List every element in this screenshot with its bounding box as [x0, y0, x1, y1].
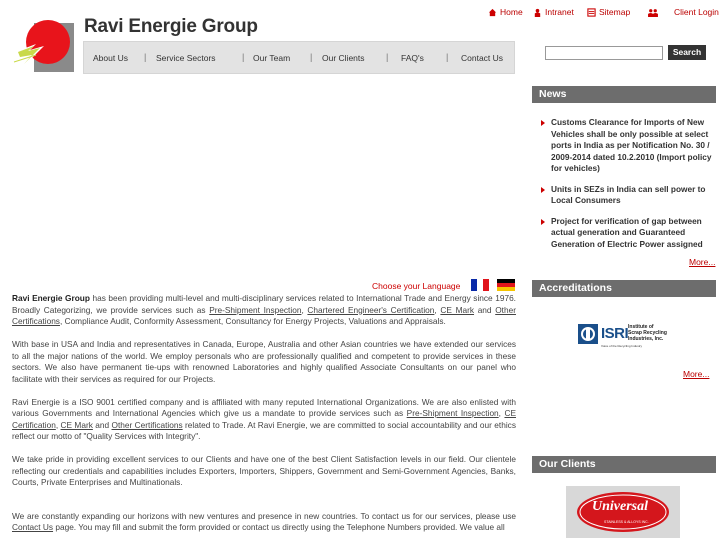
- ce-mark-link[interactable]: CE Mark: [60, 419, 93, 430]
- text-segment: related to Trade. At Ravi Energie, we are committed to social accountability and our ethics reflect our motto of "Quality Services with Integrity".: [12, 419, 516, 441]
- sitemap-link[interactable]: [587, 7, 630, 17]
- news-scroller[interactable]: [540, 117, 716, 258]
- contact-us-link[interactable]: Contact Us: [12, 522, 54, 532]
- isri-logo-text: ISRI: [601, 325, 629, 342]
- nav-our-team[interactable]: Our Team: [253, 53, 291, 63]
- sitemap-icon: [587, 8, 596, 17]
- nav-separator: |: [446, 52, 449, 62]
- isri-name: [628, 324, 667, 342]
- text-segment: ,: [434, 304, 441, 315]
- isri-name-line: Industries, Inc.: [628, 336, 664, 342]
- sitemap-link-label: Sitemap: [599, 7, 631, 17]
- search-button[interactable]: Search: [668, 45, 706, 60]
- pre-shipment-inspection-link[interactable]: Pre-Shipment Inspection: [406, 408, 499, 418]
- users-icon: [647, 8, 659, 17]
- pre-shipment-inspection-link[interactable]: Pre-Shipment Inspection: [209, 304, 302, 315]
- universal-logo-subtext: STAINLESS & ALLOYS INC.: [604, 520, 649, 524]
- text-segment: and: [92, 419, 112, 430]
- home-link[interactable]: [488, 7, 523, 17]
- isri-name-line: Institute of: [628, 324, 654, 330]
- client-logo-universal[interactable]: [566, 486, 680, 538]
- text-segment: page. You may fill and submit the form provided or contact us directly using the Telephone Numbers provided. We value all: [53, 522, 505, 532]
- news-list: [540, 117, 712, 258]
- isri-logo[interactable]: [576, 321, 680, 353]
- accreditations-more-link[interactable]: More...: [683, 369, 710, 379]
- intro-paragraph: [12, 293, 516, 328]
- language-label: Choose your Language: [372, 281, 461, 291]
- nav-separator: |: [144, 52, 147, 62]
- expansion-paragraph: [12, 511, 516, 534]
- nav-separator: |: [242, 52, 245, 62]
- company-name: Ravi Energie Group: [84, 16, 258, 37]
- french-flag-icon[interactable]: [471, 279, 489, 291]
- accreditations-heading: Accreditations: [532, 280, 716, 297]
- other-certifications-link[interactable]: Other Certifications: [12, 304, 516, 326]
- news-item[interactable]: Units in SEZs in India can sell power to Local Consumers: [540, 184, 712, 207]
- user-icon: [533, 8, 542, 17]
- news-more-link[interactable]: More...: [689, 257, 716, 267]
- home-icon: [488, 8, 497, 17]
- intranet-link[interactable]: [533, 7, 574, 17]
- ce-certification-link[interactable]: CE Certification: [12, 408, 516, 430]
- nav-our-clients[interactable]: Our Clients: [322, 53, 365, 63]
- german-flag-icon[interactable]: [497, 279, 515, 291]
- news-heading: News: [532, 86, 716, 103]
- client-login-link[interactable]: [647, 7, 719, 17]
- chartered-engineers-certification-link[interactable]: Chartered Engineer's Certification: [307, 304, 435, 315]
- nav-separator: |: [386, 52, 389, 62]
- text-segment: Ravi Energie is a ISO 9001 certified company and is affiliated with many reputed International Organizations. We are also enlisted with various Governments and International Agencies which give us a mandate to provide services such as: [12, 396, 516, 418]
- presence-paragraph: With base in USA and India and representatives in Canada, Europe, Australia and other Asian countries we have extended our services to all the major nations of the world. We employ personals who are professionally qualified and competent to provide services in these sectors. We also have permanent tie-ups with renowned Laboratories and highly qualified Associate Consultants on our panel who facilitate with their services as required for our Projects.: [12, 339, 516, 384]
- intranet-link-label: Intranet: [545, 7, 574, 17]
- ce-mark-link[interactable]: CE Mark: [440, 304, 475, 315]
- other-certifications-link[interactable]: Other Certifications: [111, 419, 183, 430]
- text-segment: ,: [498, 408, 505, 418]
- nav-about-us[interactable]: About Us: [93, 53, 128, 63]
- news-item[interactable]: Customs Clearance for Imports of New Vehicles shall be only possible at select ports in India as per Notification No. 30 / 2009-2014 dated 10.2.2010 (Import policy for vehicles): [540, 117, 712, 175]
- isri-name-line: Scrap Recycling: [628, 330, 667, 336]
- text-segment: , Compliance Audit, Conformity Assessment, Consultancy for Energy Projects, Valuations and Appraisals.: [59, 316, 446, 326]
- text-segment: ,: [55, 419, 61, 430]
- company-name-bold: Ravi Energie Group: [12, 293, 90, 303]
- affiliation-paragraph: [12, 397, 516, 443]
- text-segment: ,: [301, 304, 308, 315]
- nav-contact-us[interactable]: Contact Us: [461, 53, 504, 63]
- text-segment: has been providing multi-level and multi-disciplinary services related to International Trade and Energy since 1976. Broadly Categorizing, we provide services such as: [12, 293, 516, 315]
- main-content: [12, 293, 516, 545]
- universal-logo-text: Universal: [592, 499, 648, 514]
- nav-separator: |: [310, 52, 313, 62]
- search-input[interactable]: [545, 46, 663, 60]
- isri-tagline: Voice of the Recycling Industry: [601, 344, 643, 348]
- text-segment: and: [474, 304, 496, 315]
- company-logo[interactable]: [12, 16, 74, 72]
- main-nav: [83, 41, 515, 74]
- clients-paragraph: We take pride in providing excellent services to our Clients and have one of the best Client Satisfaction levels in our field. Our clientele reflecting our credentials and capabilities includes Exporters, Importers, Shippers, Government and Semi-Government Agencies, Banks, Courts, Private Enterprises and Multinationals.: [12, 454, 516, 487]
- nav-service-sectors[interactable]: Service Sectors: [156, 53, 216, 63]
- text-segment: We are constantly expanding our horizons with new ventures and presence in new countries. To contact us for our services, please use: [12, 510, 516, 521]
- news-item[interactable]: Project for verification of gap between actual generation and Guaranteed Generation of Electric Power assigned: [540, 216, 712, 251]
- client-login-label: Client Login: [674, 7, 719, 17]
- clients-heading: Our Clients: [532, 456, 716, 473]
- home-link-label: Home: [500, 7, 523, 17]
- nav-faqs[interactable]: FAQ's: [401, 53, 424, 63]
- isri-emblem-icon: [578, 324, 598, 344]
- top-utility-links: [486, 7, 722, 21]
